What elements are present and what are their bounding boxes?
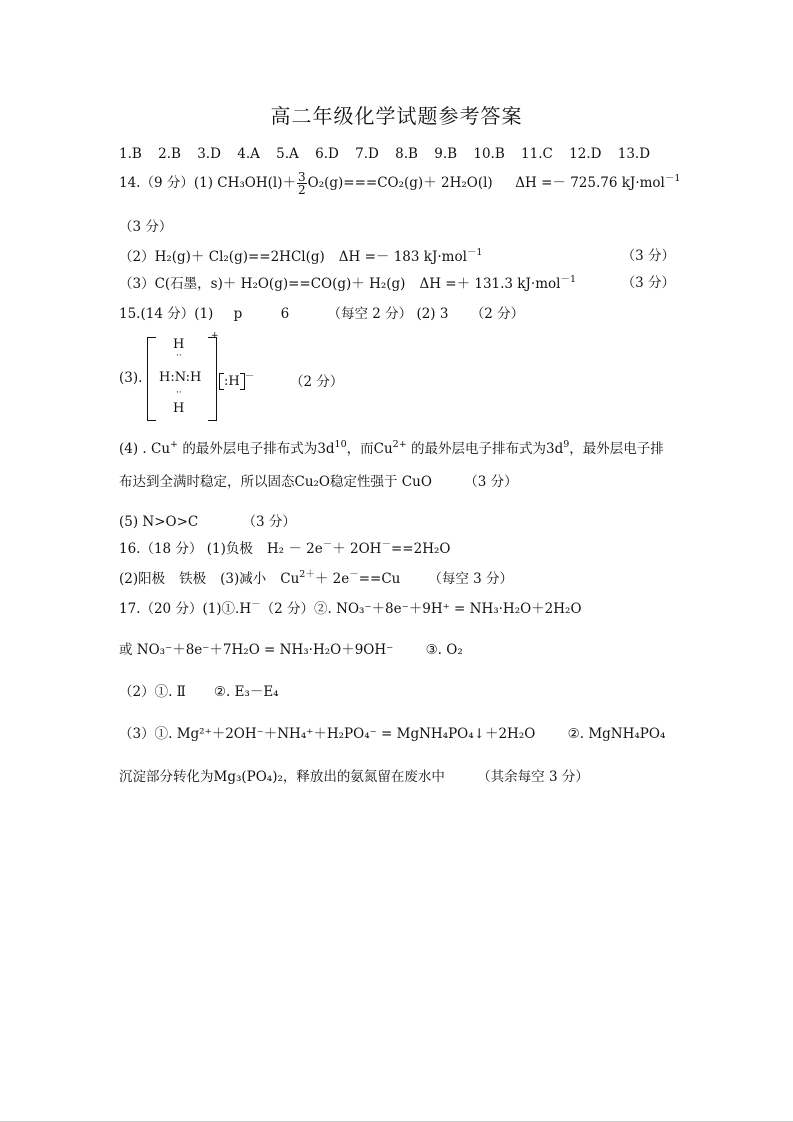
answer-6: 6.D: [315, 146, 339, 162]
answer-5: 5.A: [276, 146, 299, 162]
answer-12: 12.D: [569, 146, 602, 162]
answer-13: 13.D: [617, 146, 651, 162]
q14-label: 14.（9 分）(1) CH₃OH(l)＋: [119, 175, 296, 191]
q14-enthalpy: ΔH =－ 725.76 kJ·mol: [515, 175, 665, 191]
q17-line3: （2）①. Ⅱ ②. E₃－E₄: [119, 684, 279, 700]
q15-part5: (5) N>O>C （3 分）: [119, 514, 296, 530]
q17-line5: 沉淀部分转化为Mg₃(PO₄)₂，释放出的氨氮留在废水中 （其余每空 3 分）: [119, 769, 589, 785]
q14-line1: 14.（9 分）(1) CH₃OH(l)＋ $\frac{3}{2}$ O₂(g)===CO₂(g)＋ 2H₂O(l) ΔH =－ 725.76 kJ·mol$^{-1}$: [119, 170, 681, 197]
ammonium-lewis-structure: [147, 333, 217, 423]
hydride-anion: :H －: [219, 368, 254, 390]
answer-2: 2.B: [158, 146, 181, 162]
q16-line1: 16.（18 分） (1)负极 H₂ － 2e－＋ 2OH－==2H₂O: [119, 539, 451, 557]
answer-3: 3.D: [197, 146, 221, 162]
q14-part2-points: （3 分）: [621, 248, 675, 264]
q14-equation: O₂(g)===CO₂(g)＋ 2H₂O(l): [307, 175, 493, 191]
mc-answer-row: [119, 146, 662, 162]
q17-line4: （3）①. Mg²⁺＋2OH⁻＋NH₄⁺＋H₂PO₄⁻ = MgNH₄PO₄↓＋2H₂O ②. MgNH₄PO₄: [119, 726, 666, 742]
q14-part2: （2）H₂(g)＋ Cl₂(g)==2HCl(g) ΔH =－ 183 kJ·mol$^{-1}$: [119, 247, 483, 265]
answer-1: 1.B: [119, 146, 142, 162]
lewis-charge: +: [211, 331, 219, 341]
nitrate-reduction-equation: NO₃⁻＋8e⁻＋9H⁺ = NH₃·H₂O＋2H₂O: [336, 601, 582, 617]
lewis-dots-bottom: ··: [176, 388, 182, 398]
q14-part3-points: （3 分）: [621, 275, 675, 291]
answer-10: 10.B: [473, 146, 505, 162]
q17-line1: 17.（20 分）(1)①.H－（2 分）②. NO₃⁻＋8e⁻＋9H⁺ = NH₃·H₂O＋2H₂O: [119, 599, 582, 617]
q15-part3-label: (3).: [119, 370, 143, 386]
q15-line1: 15.(14 分）(1) p 6 （每空 2 分） (2) 3 （2 分）: [119, 306, 525, 322]
left-bracket: [147, 337, 156, 421]
struvite-equation: Mg²⁺＋2OH⁻＋NH₄⁺＋H₂PO₄⁻ = MgNH₄PO₄↓＋2H₂O: [176, 726, 536, 742]
lewis-dots-top: ··: [176, 351, 182, 361]
nitrate-reduction-alt-equation: NO₃⁻＋8e⁻＋7H₂O = NH₃·H₂O＋9OH⁻: [136, 642, 394, 658]
answer-11: 11.C: [521, 146, 553, 162]
lewis-h-bottom: H: [173, 401, 185, 416]
q15-part3-points: （2 分）: [290, 374, 344, 390]
q14-fraction: $\frac{3}{2}$: [297, 170, 306, 197]
q14-part3: （3）C(石墨，s)＋ H₂O(g)==CO(g)＋ H₂(g) ΔH =＋ 131.3 kJ·mol$^{-1}$: [119, 274, 576, 292]
answer-4: 4.A: [237, 146, 260, 162]
q15-part4-line2: 布达到全满时稳定，所以固态Cu₂O稳定性强于 CuO （3 分）: [119, 474, 518, 490]
answer-9: 9.B: [434, 146, 458, 162]
answer-7: 7.D: [355, 146, 379, 162]
page-title: 高二年级化学试题参考答案: [270, 104, 523, 128]
q17-line2: 或 NO₃⁻＋8e⁻＋7H₂O = NH₃·H₂O＋9OH⁻ ③. O₂: [119, 642, 463, 658]
lewis-h-top: H: [173, 337, 185, 352]
q15-part4-line1: (4) . Cu+ 的最外层电子排布式为$3d^{10}$，而$Cu^{2+}$ 的最外层电子排布式为$3d^9$，最外层电子排: [119, 439, 664, 457]
q16-line2: (2)阳极 铁极 (3)减小 $Cu^{2+}+ 2e^-==Cu$ （每空 3 分）: [119, 569, 514, 587]
q14-points-1: （3 分）: [119, 219, 173, 235]
lewis-middle: H:N:H: [159, 370, 202, 385]
right-bracket: [208, 337, 217, 421]
answer-8: 8.B: [395, 146, 418, 162]
